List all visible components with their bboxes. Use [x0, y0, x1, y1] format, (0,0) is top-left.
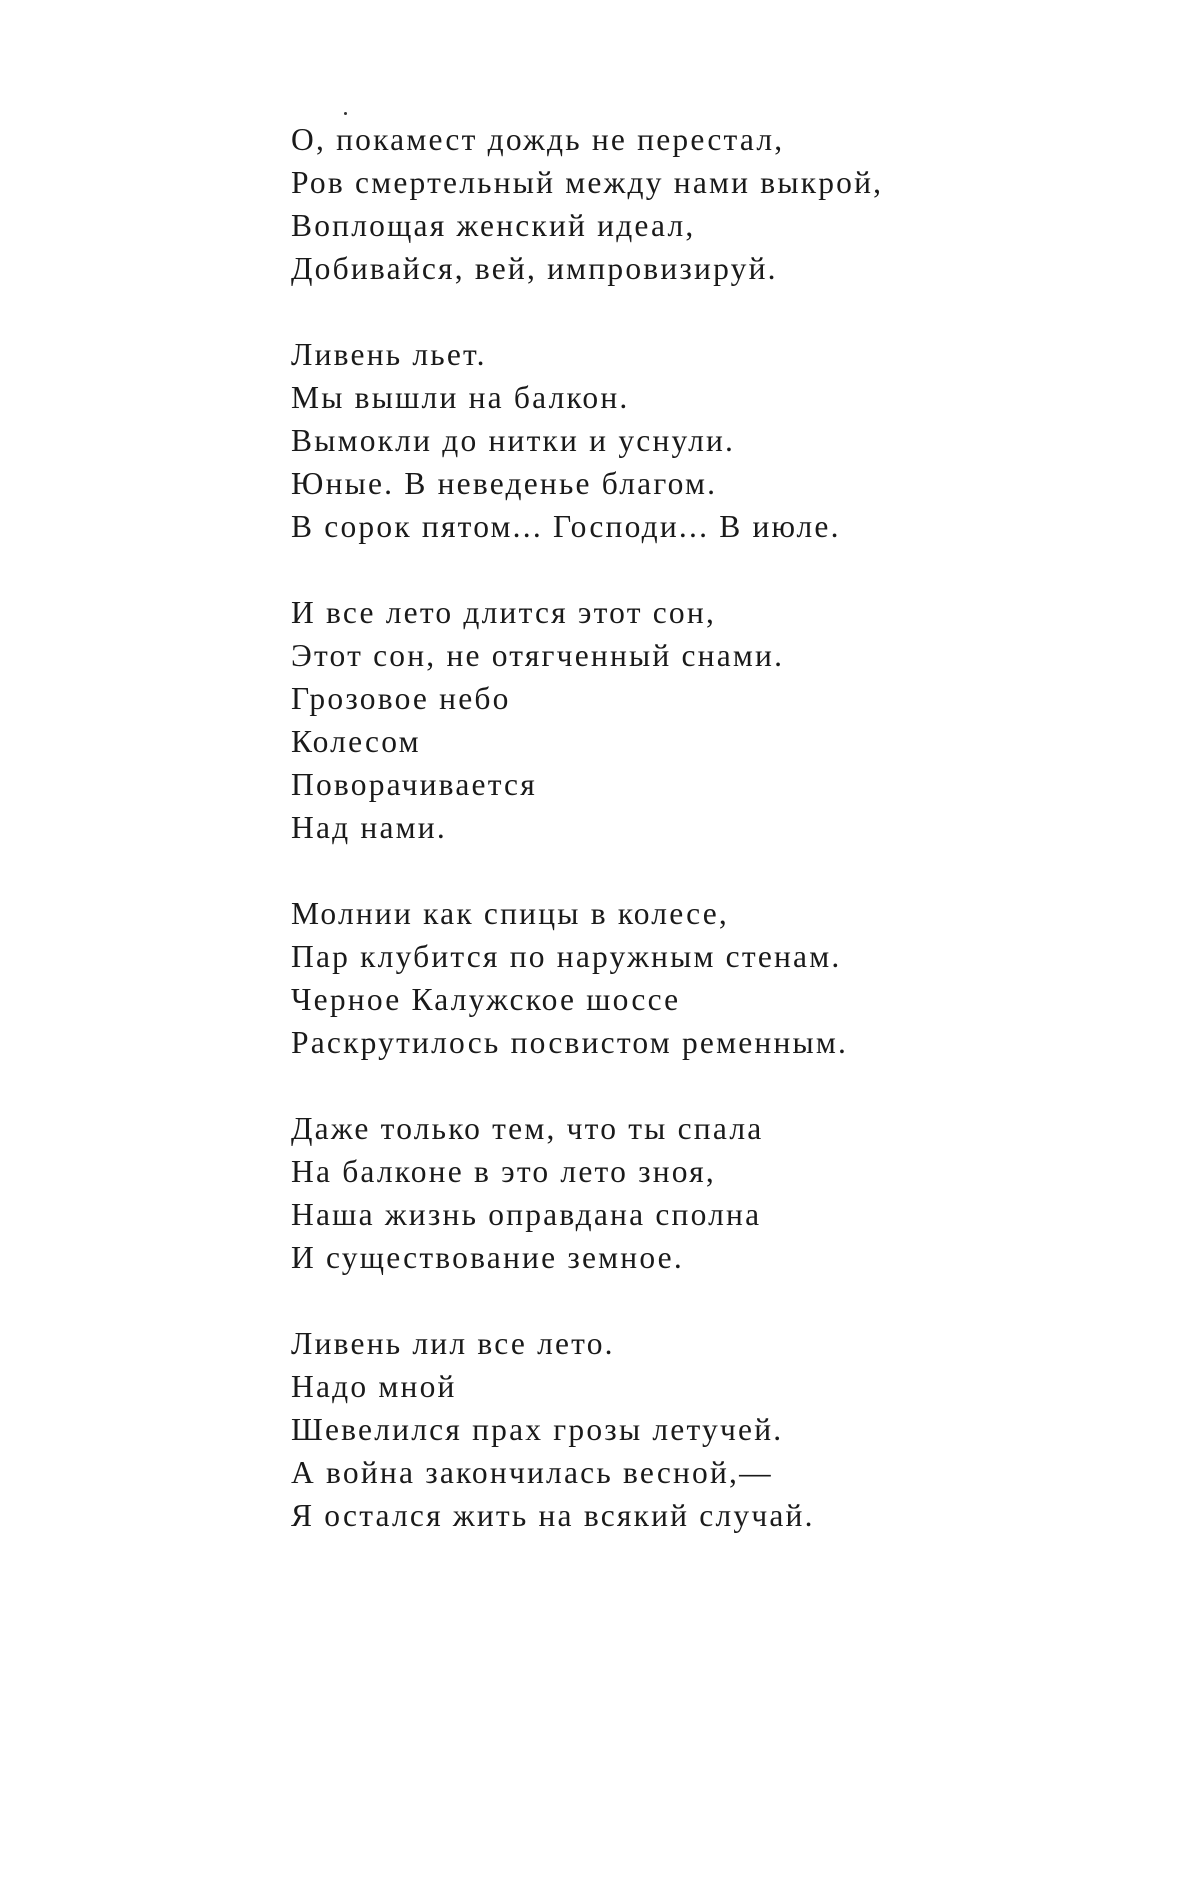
poem-line: Вымокли до нитки и уснули.	[291, 423, 736, 458]
stanza	[291, 333, 1131, 548]
poem-line: Надо мной	[291, 1369, 457, 1404]
poem-line: О, покамест дождь не перестал,	[291, 122, 785, 157]
poem-line: Ливень лил все лето.	[291, 1326, 615, 1361]
stanza	[291, 1107, 1131, 1279]
poem-line: Даже только тем, что ты спала	[291, 1111, 764, 1146]
stanza	[291, 892, 1131, 1064]
poem-line: Над нами.	[291, 810, 447, 845]
poem-line: И все лето длится этот сон,	[291, 595, 717, 630]
poem-line: И существование земное.	[291, 1240, 684, 1275]
poem-line: Молнии как спицы в колесе,	[291, 896, 729, 931]
poem-line: Колесом	[291, 724, 421, 759]
poem-line: Этот сон, не отягченный снами.	[291, 638, 785, 673]
stanza	[291, 118, 1131, 290]
poem-line: Я остался жить на всякий случай.	[291, 1498, 815, 1533]
poem-line: Шевелился прах грозы летучей.	[291, 1412, 784, 1447]
poem-line: На балконе в это лето зноя,	[291, 1154, 716, 1189]
print-speck	[344, 112, 347, 115]
poem-line: Добивайся, вей, импровизируй.	[291, 251, 778, 286]
stanza	[291, 1322, 1131, 1537]
stanza	[291, 591, 1131, 849]
poem-line: Черное Калужское шоссе	[291, 982, 681, 1017]
poem-line: Ров смертельный между нами выкрой,	[291, 165, 884, 200]
poem-line: Пар клубится по наружным стенам.	[291, 939, 842, 974]
poem-line: Поворачивается	[291, 767, 537, 802]
poem-line: Воплощая женский идеал,	[291, 208, 696, 243]
poem	[291, 118, 1131, 1580]
poem-line: В сорок пятом... Господи... В июле.	[291, 509, 841, 544]
poem-line: Ливень льет.	[291, 337, 487, 372]
poem-line: Раскрутилось посвистом ременным.	[291, 1025, 849, 1060]
poem-line: Грозовое небо	[291, 681, 511, 716]
poem-line: Мы вышли на балкон.	[291, 380, 630, 415]
poem-line: А война закончилась весной,—	[291, 1455, 773, 1490]
poem-line: Наша жизнь оправдана сполна	[291, 1197, 762, 1232]
poem-line: Юные. В неведенье благом.	[291, 466, 718, 501]
